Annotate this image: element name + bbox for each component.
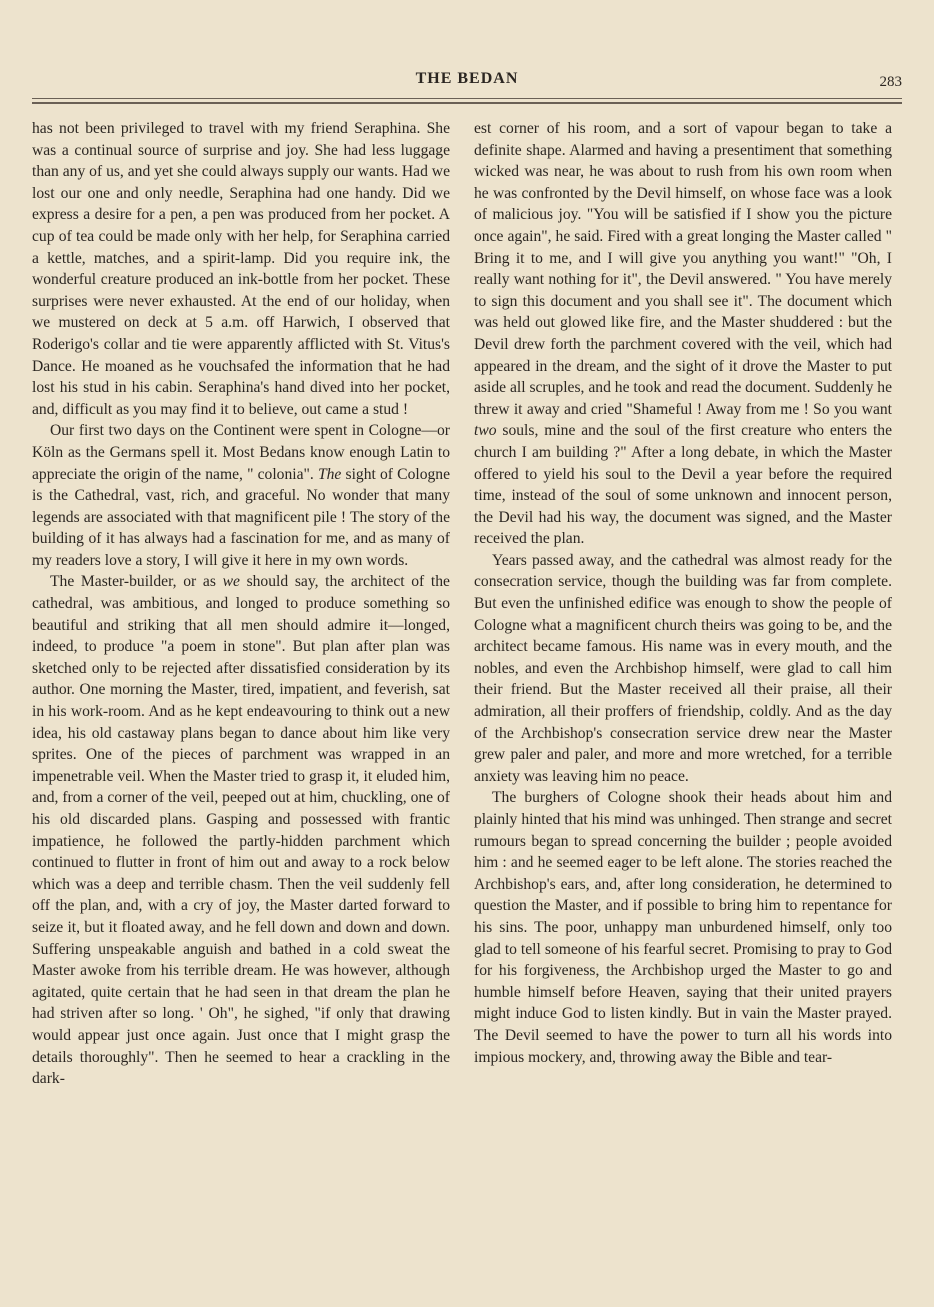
paragraph-text: Our first two days on the Continent were spent in Cologne—or Köln as the Germans spell it. Most Bedans know enough Latin to appreciate the origin of the name, " colonia". xyxy=(32,422,450,483)
paragraph xyxy=(474,787,892,1068)
right-column xyxy=(474,118,892,1068)
paragraph-text: should say, the architect of the cathedral, was ambitious, and longed to produce something so beautiful and striking that all men should admire it—longed, indeed, to produce "a poem in stone". But plan after plan was sketched only to be rejected after dissatisfied consideration by its author. One morning the Master, tired, impatient, and feverish, sat in his work-room. And as he kept endeavouring to think out a new idea, his old castaway plans began to dance about him like very sprites. One of the pieces of parchment was wrapped in an impenetrable veil. When the Master tried to grasp it, it eluded him, and, from a corner of the veil, peeped out at him, chuckling, one of his old discarded plans. Gasping and possessed with frantic impatience, he followed the partly-hidden parchment which continued to flutter in front of him out and away to a rock below which was a deep and terrible chasm. Then the veil suddenly fell off the plan, and, with a cry of joy, the Master darted forward to seize it, but it floated away, and he fell down and down and down. Suffering unspeakable anguish and bathed in a cold sweat the Master awoke from his terrible dream. He was however, although agitated, quite certain that he had seen in that dream the plan he had striven after so long. ' Oh", he sighed, "if only that drawing would appear just once again. Just once that I might grasp the details thoroughly". Then he seemed to hear a crackling in the dark- xyxy=(32,573,450,1088)
paragraph xyxy=(474,550,892,788)
header-rule-thin xyxy=(32,98,902,99)
paragraph-text: souls, mine and the soul of the first creature who enters the church I am building ?" After a long debate, in which the Master offered to yield his soul to the Devil a year before the required time, instead of the soul of some unknown and innocent person, the Devil had his way, the document was signed, and the Master received the plan. xyxy=(474,422,892,548)
paragraph xyxy=(474,118,892,550)
paragraph-text: sight of Cologne is the Cathedral, vast, rich, and graceful. No wonder that many legends are associated with that magnificent pile ! The story of the building of it has always had a fascination for me, and as many of my readers love a story, I will give it here in my own words. xyxy=(32,465,451,569)
left-column xyxy=(32,118,450,1090)
paragraph-text: The Master-builder, or as xyxy=(50,573,223,591)
paragraph xyxy=(32,420,450,571)
paragraph xyxy=(32,118,450,420)
italic-text: two xyxy=(474,422,497,440)
paragraph-text: The burghers of Cologne shook their heads about him and plainly hinted that his mind was unhinged. Then strange and secret rumours began to spread concerning the builder ; people avoided him : and he seemed eager to be left alone. The stories reached the Archbishop's ears, and, after long consideration, he determined to question the Master, and if possible to bring him to repentance for his sins. The poor, unhappy man unburdened himself, only too glad to tell someone of his fearful secret. Promising to pray to God for his forgiveness, the Archbishop urged the Master to go and humble himself before Heaven, saying that their united prayers might induce God to listen kindly. But in vain the Master prayed. The Devil seemed to have the power to turn all his words into impious mockery, and, throwing away the Bible and tear- xyxy=(474,789,892,1066)
header-rule-thick xyxy=(32,102,902,104)
running-head: THE BEDAN xyxy=(415,70,519,87)
paragraph-text: est corner of his room, and a sort of vapour began to take a definite shape. Alarmed and having a presentiment that something wicked was near, he was about to rush from his own room when he was confronted by the Devil himself, on whose face was a look of malicious joy. "You will be satisfied if I show you the picture once again", he said. Fired with a great longing the Master called " Bring it to me, and I will give you anything you want!" "Oh, I really want nothing for it", the Devil answered. " You have merely to sign this document and you shall see it". The document which was held out glowed like fire, and the Master shuddered : but the Devil drew forth the parchment covered with the veil, which had appeared in the dream, and the sight of it drove the Master to put aside all scruples, and he took and read the document. Suddenly he threw it away and cried "Shameful ! Away from me ! So you want xyxy=(474,120,892,418)
paragraph-text: has not been privileged to travel with my friend Seraphina. She was a continual source of surprise and joy. She had less luggage than any of us, and yet she could always supply our wants. Had we lost our one and only needle, Seraphina had one handy. Did we express a desire for a pen, a pen was produced from her pocket. A cup of tea could be made only with her help, for Seraphina carried a kettle, matches, and a spirit-lamp. Did you require ink, the wonderful creature produced an ink-bottle from her pocket. These surprises were never exhausted. At the end of our holiday, when we mustered on deck at 5 a.m. off Harwich, I observed that Roderigo's collar and tie were apparently afflicted with St. Vitus's Dance. He moaned as he vouchsafed the information that he had lost his stud in his cabin. Seraphina's hand dived into her pocket, and, difficult as you may find it to believe, out came a stud ! xyxy=(32,120,450,418)
page-number: 283 xyxy=(879,74,902,90)
paragraph-text: Years passed away, and the cathedral was almost ready for the consecration service, though the building was far from complete. But even the unfinished edifice was enough to show the people of Cologne what a magnificent church theirs was going to be, and the architect became famous. His name was in every mouth, and the nobles, and even the Archbishop himself, were glad to call him their friend. But the Master received all their praise, all their admiration, all their proffers of friendship, coldly. And as the day of the Archbishop's consecration service drew near the Master grew paler and paler, and more and more wretched, for a terrible anxiety was leaving him no peace. xyxy=(474,551,892,785)
italic-text: The xyxy=(317,465,342,483)
paragraph xyxy=(32,571,450,1089)
italic-text: we xyxy=(222,573,240,591)
page-header xyxy=(32,62,902,102)
